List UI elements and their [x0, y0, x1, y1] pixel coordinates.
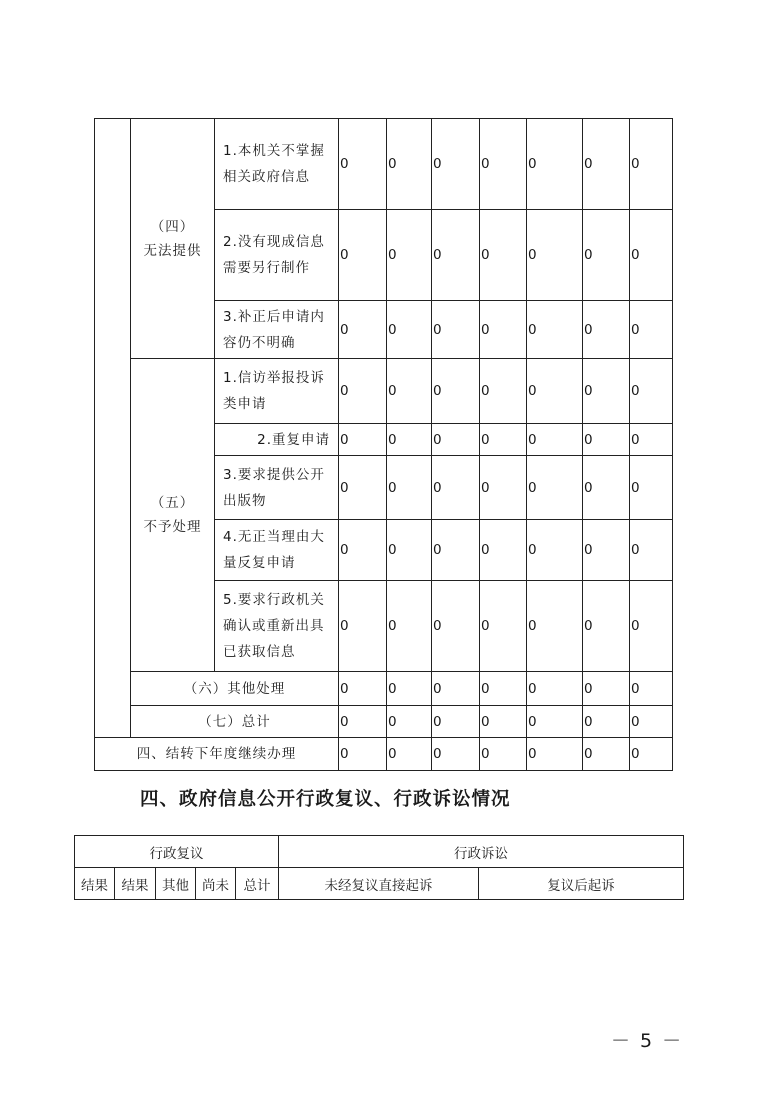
row-item: 3.要求提供公开出版物 [215, 456, 339, 520]
row-item: （七）总计 [131, 706, 339, 738]
value-cell: 0 [527, 581, 583, 672]
category-five-label-b: 不予处理 [143, 519, 202, 535]
value-cell: 0 [480, 738, 527, 771]
value-cell: 0 [387, 520, 432, 581]
row-item: 1.本机关不掌握相关政府信息 [215, 119, 339, 210]
value-cell: 0 [339, 359, 387, 424]
review-col: 尚未 [196, 868, 236, 900]
category-four-label-a: （四） [150, 218, 195, 235]
value-cell: 0 [387, 456, 432, 520]
value-cell: 0 [432, 210, 480, 301]
value-cell: 0 [387, 119, 432, 210]
outer-category-cell [95, 119, 131, 738]
value-cell: 0 [527, 738, 583, 771]
value-cell: 0 [432, 706, 480, 738]
value-cell: 0 [339, 706, 387, 738]
value-cell: 0 [527, 706, 583, 738]
value-cell: 0 [339, 424, 387, 456]
value-cell: 0 [527, 456, 583, 520]
value-cell: 0 [339, 672, 387, 706]
review-col: 其他 [156, 868, 196, 900]
value-cell: 0 [630, 424, 673, 456]
review-col: 结果 [115, 868, 156, 900]
value-cell: 0 [583, 520, 630, 581]
row-item: 2.没有现成信息需要另行制作 [215, 210, 339, 301]
value-cell: 0 [480, 301, 527, 359]
value-cell: 0 [432, 738, 480, 771]
value-cell: 0 [480, 581, 527, 672]
value-cell: 0 [432, 359, 480, 424]
category-four-label-b: 无法提供 [143, 242, 202, 259]
value-cell: 0 [387, 581, 432, 672]
value-cell: 0 [630, 706, 673, 738]
value-cell: 0 [432, 672, 480, 706]
row-item: 5.要求行政机关确认或重新出具已获取信息 [215, 581, 339, 672]
row-item: 4.无正当理由大量反复申请 [215, 520, 339, 581]
disclosure-table [94, 118, 673, 771]
review-col: 总计 [236, 868, 279, 900]
row-item: 2.重复申请 [215, 424, 339, 456]
section-heading: 四、政府信息公开行政复议、行政诉讼情况 [140, 789, 511, 810]
value-cell: 0 [583, 706, 630, 738]
lawsuit-col: 未经复议直接起诉 [279, 868, 479, 900]
value-cell: 0 [583, 738, 630, 771]
value-cell: 0 [387, 210, 432, 301]
value-cell: 0 [432, 301, 480, 359]
value-cell: 0 [339, 456, 387, 520]
value-cell: 0 [432, 520, 480, 581]
value-cell: 0 [339, 119, 387, 210]
value-cell: 0 [527, 119, 583, 210]
value-cell: 0 [527, 359, 583, 424]
row-item: （六）其他处理 [131, 672, 339, 706]
value-cell: 0 [480, 672, 527, 706]
value-cell: 0 [480, 424, 527, 456]
category-five-label-a: （五） [150, 495, 195, 511]
value-cell: 0 [480, 706, 527, 738]
review-lawsuit-table [74, 835, 684, 900]
value-cell: 0 [480, 210, 527, 301]
value-cell: 0 [387, 424, 432, 456]
row-item: 3.补正后申请内容仍不明确 [215, 301, 339, 359]
review-col: 结果 [75, 868, 115, 900]
value-cell: 0 [583, 581, 630, 672]
row-item: 四、结转下年度继续办理 [95, 738, 339, 771]
value-cell: 0 [339, 301, 387, 359]
value-cell: 0 [527, 301, 583, 359]
value-cell: 0 [527, 672, 583, 706]
value-cell: 0 [339, 581, 387, 672]
row-item: 1.信访举报投诉类申请 [215, 359, 339, 424]
value-cell: 0 [583, 301, 630, 359]
value-cell: 0 [480, 456, 527, 520]
header-lawsuit: 行政诉讼 [279, 836, 684, 868]
value-cell: 0 [387, 672, 432, 706]
value-cell: 0 [432, 581, 480, 672]
value-cell: 0 [527, 210, 583, 301]
value-cell: 0 [630, 520, 673, 581]
value-cell: 0 [339, 520, 387, 581]
lawsuit-col: 复议后起诉 [479, 868, 684, 900]
category-four [131, 119, 215, 359]
value-cell: 0 [480, 359, 527, 424]
value-cell: 0 [339, 210, 387, 301]
header-review: 行政复议 [75, 836, 279, 868]
value-cell: 0 [387, 301, 432, 359]
value-cell: 0 [432, 119, 480, 210]
value-cell: 0 [387, 359, 432, 424]
value-cell: 0 [432, 424, 480, 456]
value-cell: 0 [583, 672, 630, 706]
value-cell: 0 [480, 520, 527, 581]
value-cell: 0 [583, 119, 630, 210]
value-cell: 0 [630, 119, 673, 210]
value-cell: 0 [630, 456, 673, 520]
value-cell: 0 [480, 119, 527, 210]
value-cell: 0 [432, 456, 480, 520]
value-cell: 0 [583, 456, 630, 520]
value-cell: 0 [630, 359, 673, 424]
value-cell: 0 [527, 424, 583, 456]
page-number: － 5 － [611, 1030, 684, 1052]
value-cell: 0 [630, 672, 673, 706]
category-five [131, 359, 215, 672]
value-cell: 0 [583, 424, 630, 456]
value-cell: 0 [630, 210, 673, 301]
value-cell: 0 [339, 738, 387, 771]
value-cell: 0 [527, 520, 583, 581]
value-cell: 0 [387, 706, 432, 738]
value-cell: 0 [630, 581, 673, 672]
value-cell: 0 [583, 210, 630, 301]
value-cell: 0 [387, 738, 432, 771]
value-cell: 0 [583, 359, 630, 424]
value-cell: 0 [630, 301, 673, 359]
value-cell: 0 [630, 738, 673, 771]
